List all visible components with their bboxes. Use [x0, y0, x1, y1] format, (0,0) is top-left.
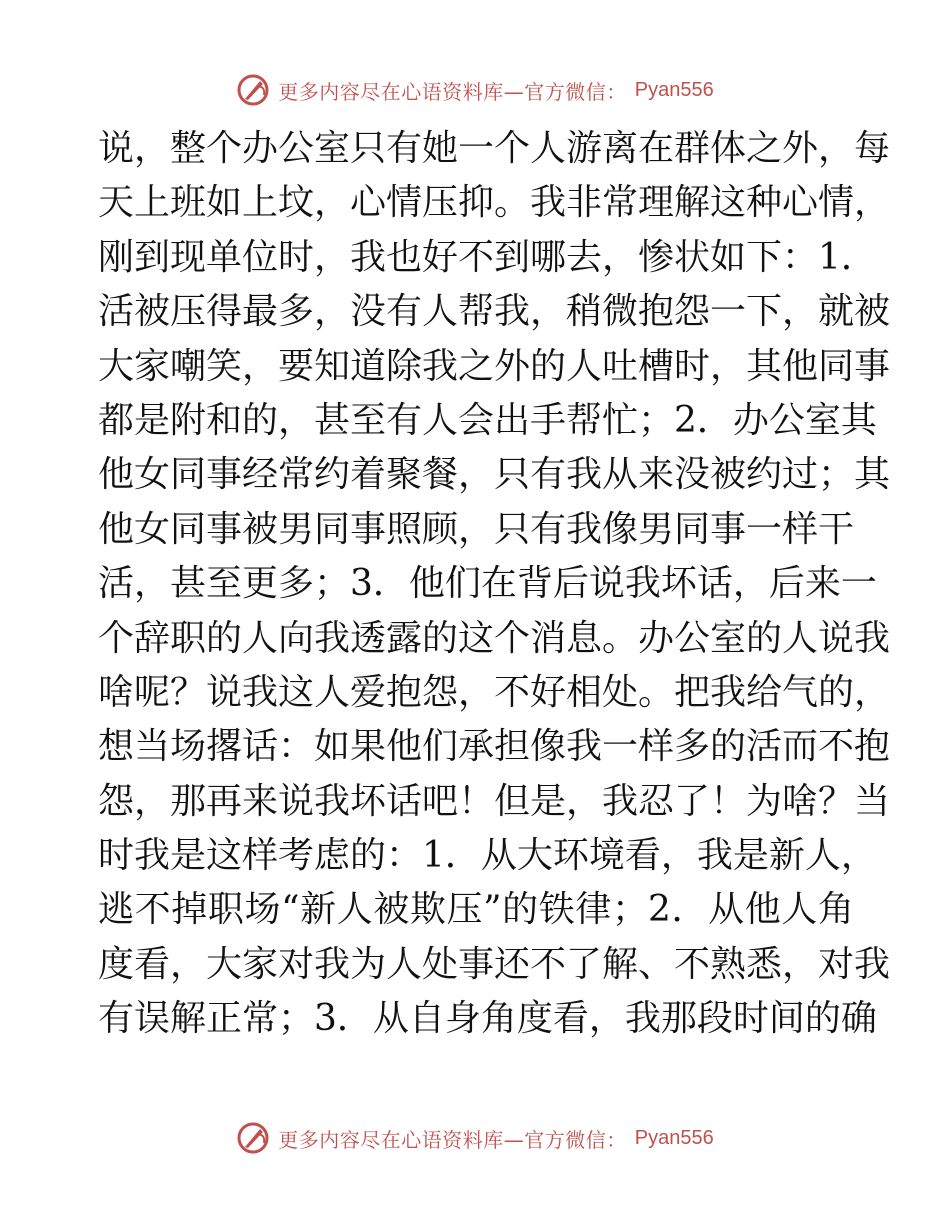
- quill-circle-logo-icon: [236, 1121, 270, 1155]
- text-line: 度看，大家对我为人处事还不了解、不熟悉，对我: [98, 943, 891, 985]
- text-line: 有误解正常；3．从自身角度看，我那段时间的确: [98, 998, 877, 1040]
- quill-circle-logo-icon: [236, 73, 270, 107]
- footer-watermark: [0, 1118, 950, 1158]
- text-line: 他女同事经常约着聚餐，只有我从来没被约过；其: [98, 454, 891, 496]
- watermark-wechat-id: Pyan556: [634, 78, 714, 101]
- header-watermark: [0, 70, 950, 110]
- text-line: 个辞职的人向我透露的这个消息。办公室的人说我: [98, 617, 891, 659]
- text-line: 都是附和的，甚至有人会出手帮忙；2．办公室其: [98, 399, 877, 441]
- text-line: 刚到现单位时，我也好不到哪去，惨状如下：1．: [98, 236, 877, 278]
- text-line: 想当场撂话：如果他们承担像我一样多的活而不抱: [98, 726, 891, 768]
- text-line: 怨，那再来说我坏话吧！但是，我忍了！为啥？当: [98, 780, 891, 822]
- text-line: 时我是这样考虑的：1．从大环境看，我是新人，: [98, 835, 877, 877]
- watermark-wechat-id: Pyan556: [634, 1126, 714, 1149]
- watermark-text: 更多内容尽在心语资料库—官方微信：: [278, 79, 627, 104]
- text-line: 逃不掉职场“新人被欺压”的铁律；2．从他人角: [98, 889, 854, 931]
- text-line: 他女同事被男同事照顾，只有我像男同事一样干: [98, 508, 855, 550]
- text-line: 大家嘲笑，要知道除我之外的人吐槽时，其他同事: [98, 345, 891, 387]
- watermark-text: 更多内容尽在心语资料库—官方微信：: [278, 1127, 627, 1152]
- text-line: 啥呢？说我这人爱抱怨，不好相处。把我给气的，: [98, 671, 891, 713]
- text-line: 活被压得最多，没有人帮我，稍微抱怨一下，就被: [98, 291, 891, 333]
- text-line: 说，整个办公室只有她一个人游离在群体之外，每: [98, 128, 891, 169]
- text-line: 天上班如上坟，心情压抑。我非常理解这种心情，: [98, 182, 891, 224]
- document-body: [98, 122, 891, 1047]
- text-line: 活，甚至更多；3．他们在背后说我坏话，后来一: [98, 563, 877, 605]
